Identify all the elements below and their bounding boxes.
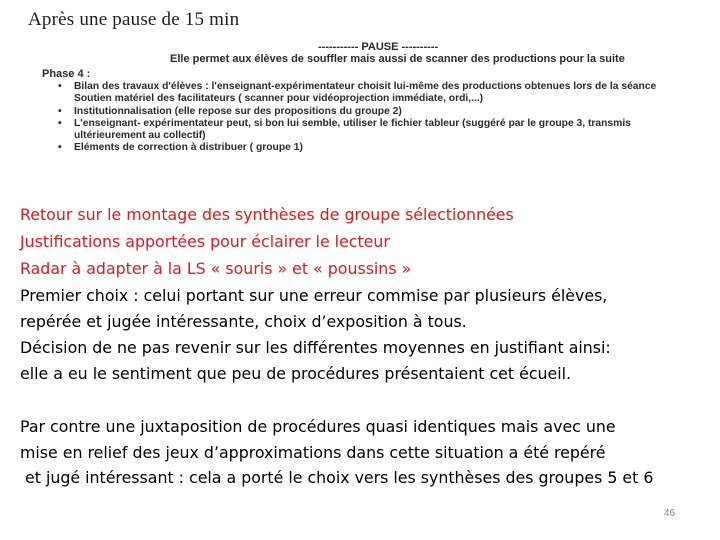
body-line: elle a eu le sentiment que peu de procédures présentaient cet écueil. <box>20 364 572 383</box>
body-line: Décision de ne pas revenir sur les différentes moyennes en justifiant ainsi: <box>20 338 611 357</box>
bullet-item: • Institutionnalisation (elle repose sur des propositions du groupe 2) <box>56 106 656 118</box>
bullet-item: • L'enseignant- expérimentateur peut, si bon lui semble, utiliser le fichier tableur (suggéré par le groupe 3, transmis <box>56 118 656 130</box>
pause-heading: ----------- PAUSE ---------- <box>318 41 439 53</box>
body-line: Par contre une juxtaposition de procédures quasi identiques mais avec une <box>20 417 616 436</box>
bullet-item: • Bilan des travaux d'élèves : l'enseignant-expérimentateur choisit lui-même des productions obtenues lors de la séance <box>56 81 656 93</box>
bullet-item: • Eléments de correction à distribuer ( groupe 1) <box>56 142 656 154</box>
red-line: Retour sur le montage des synthèses de groupe sélectionnées <box>20 205 514 224</box>
red-line: Justifications apportées pour éclairer le lecteur <box>20 232 390 251</box>
body-line: et jugé intéressant : cela a porté le choix vers les synthèses des groupes 5 et 6 <box>20 468 654 487</box>
phase-heading: Phase 4 : <box>42 68 91 80</box>
page-title: Après une pause de 15 min <box>28 9 240 30</box>
scanned-excerpt <box>36 40 684 172</box>
bullet-continuation: ultérieurement au collectif) <box>74 130 206 142</box>
pause-description: Elle permet aux élèves de souffler mais aussi de scanner des productions pour la suite <box>170 53 625 65</box>
body-line: Premier choix : celui portant sur une erreur commise par plusieurs élèves, <box>20 286 608 305</box>
body-line: mise en relief des jeux d’approximations dans cette situation a été repéré <box>20 443 606 462</box>
page-number: 46 <box>664 508 676 519</box>
body-line: repérée et jugée intéressante, choix d’exposition à tous. <box>20 312 467 331</box>
phase-bullet-list <box>56 81 656 155</box>
red-line: Radar à adapter à la LS « souris » et « poussins » <box>20 259 412 278</box>
bullet-continuation: Soutien matériel des facilitateurs ( scanner pour vidéoprojection immédiate, ordi,...) <box>74 93 484 105</box>
